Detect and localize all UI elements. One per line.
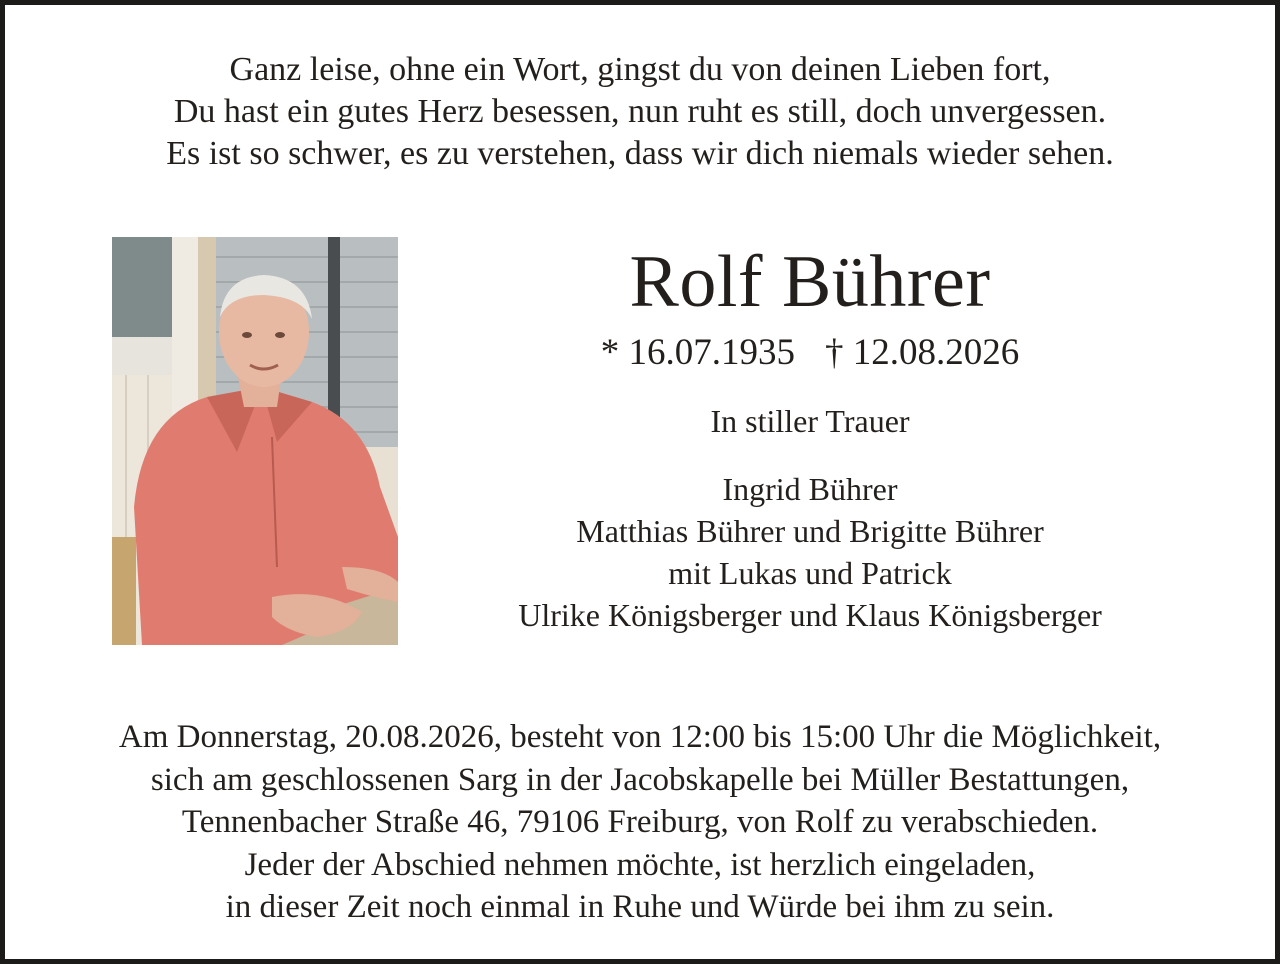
family-member: Ulrike Königsberger und Klaus Königsberger [518,597,1102,633]
info-line: in dieser Zeit noch einmal in Ruhe und Würde bei ihm zu sein. [225,889,1055,925]
family-member: Matthias Bührer und Brigitte Bührer [576,513,1044,549]
poem-line: Ganz leise, ohne ein Wort, gingst du von deinen Lieben fort, [229,51,1051,88]
family-member: Ingrid Bührer [722,471,898,507]
mourning-line: In stiller Trauer [710,403,910,439]
portrait-photo [112,237,398,645]
death-date: † 12.08.2026 [825,332,1020,373]
birth-date: * 16.07.1935 [600,332,795,373]
info-line: sich am geschlossenen Sarg in der Jacobskapelle bei Müller Bestattungen, [150,761,1130,798]
obituary-main-column [430,237,1190,636]
deceased-name: Rolf Bührer [629,241,991,323]
poem-line: Du hast ein gutes Herz besessen, nun ruht es still, doch unvergessen. [173,93,1107,130]
family-member: mit Lukas und Patrick [668,555,952,591]
life-dates [430,331,1190,375]
memorial-poem [5,49,1275,175]
family-list [430,468,1190,636]
info-line: Jeder der Abschied nehmen möchte, ist herzlich eingeladen, [244,846,1036,883]
poem-line: Es ist so schwer, es zu verstehen, dass wir dich niemals wieder sehen. [166,135,1114,172]
info-line: Am Donnerstag, 20.08.2026, besteht von 12:00 bis 15:00 Uhr die Möglichkeit, [118,719,1162,755]
portrait-illustration [112,237,398,645]
info-line: Tennenbacher Straße 46, 79106 Freiburg, von Rolf zu verabschieden. [181,804,1099,840]
farewell-information [5,716,1275,929]
